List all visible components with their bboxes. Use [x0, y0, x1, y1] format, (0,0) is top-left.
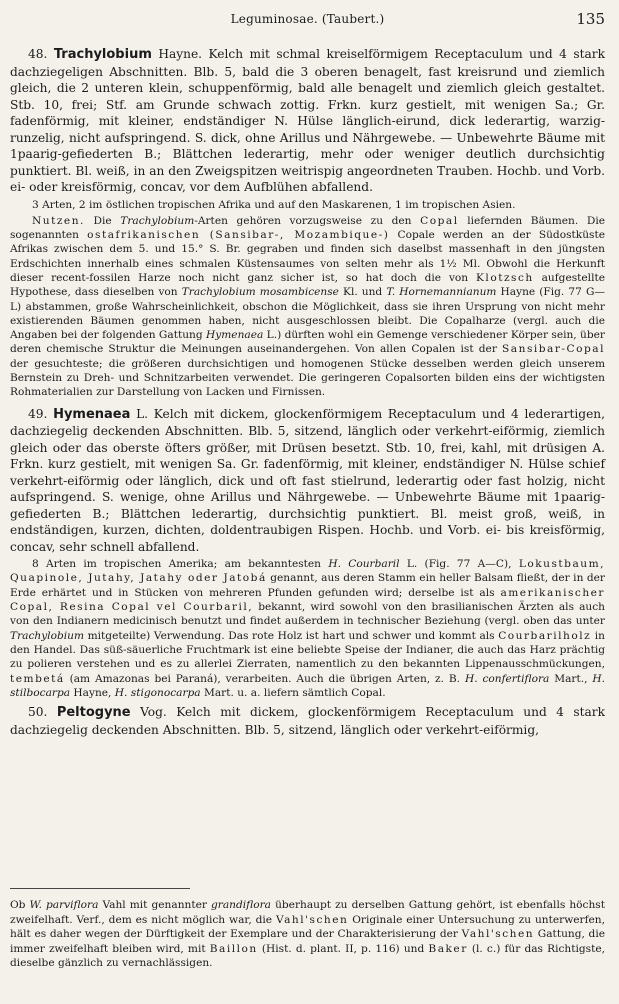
entry-description: Hayne. Kelch mit schmal kreiselförmigem Receptaculum und 4 stark dachziegeligen Abschnitten. Blb. 5, bald die 3 oberen benagelt, fast kreisrund und ziemlich gleich, die 2 unteren klein, schuppenförmig, bald alle benagelt und ziemlich gleich gestaltet. Stb. 10, frei; Stf. am Grunde schwach zottig. Frkn. kurz gestielt, mit wenigen Sa.; Gr. fadenförmig, mit kleiner, endständiger N. Hülse länglich-eirund, dick lederartig, warzig-runzelig, nicht aufspringend. S. dick, ohne Arillus und Nährgewebe. — Unbewehrte Bäume mit 1paarig-gefiederten B.; Blättchen lederartig, mehr oder weniger deutlich durchsichtig punktiert. Bl. weiß, in an den Zweigspitzen weitrispig angeordneten Trauben. Hochb. und Vorb. ei- oder kreisförmig, concav, vor dem Aufblühen abfallend.: [10, 47, 605, 194]
running-header: [10, 10, 605, 32]
nutzen-label: Nutzen.: [32, 214, 85, 227]
entry-number: 49.: [28, 406, 48, 421]
genus-entry-peltogyne: [10, 704, 605, 738]
entry-number: 48.: [28, 47, 48, 61]
nutzen-paragraph-trachylobium: Nutzen. Die Trachylobium-Arten gehören vorzugsweise zu den Copal liefernden Bäumen. Die sogenannten ostafrikanischen (Sansibar-, Mozambique-) Copale werden an der Südostküste Afrikas zwischen dem 5. und 15.° S. Br. gegraben und finden sich daselbst massenhaft in den jüngsten Erdschichten innerhalb eines schmalen Küstensaumes von selten mehr als 1½ Ml. Obwohl die Herkunft dieser recent-fossilen Harze noch nicht ganz sicher ist, so hat doch die von Klotzsch aufgestellte Hypothese, dass dieselben von Trachylobium mosambicense Kl. und T. Hornemannianum Hayne (Fig. 77 G—L) abstammen, große Wahrscheinlichkeit, obschon die Möglichkeit, dass sie ihren Ursprung von nicht mehr existierenden Bäumen genommen haben, nicht ausgeschlossen bleibt. Die Copalharze (vergl. auch die Angaben bei der folgenden Gattung Hymenaea L.) dürften wohl ein Gemenge verschiedener Körper sein, über deren chemische Struktur die Meinungen auseinandergehen. Von allen Copalen ist der Sansibar-Copal der gesuchteste; die größeren durchsichtigen und homogenen Stücke desselben werden gleich unserem Bernstein zu Dreh- und Schnitzarbeiten verwendet. Die geringeren Copalsorten bilden eins der wichtigsten Rohmaterialien zur Darstellung von Lacken und Firnissen.: [10, 214, 605, 399]
running-title: Leguminosae. (Taubert.): [230, 12, 385, 26]
genus-entry-trachylobium: [10, 46, 605, 196]
species-note-trachylobium: 3 Arten, 2 im östlichen tropischen Afrika und auf den Maskarenen, 1 im tropischen Asien.: [32, 198, 516, 211]
entry-number: 50.: [28, 705, 48, 720]
genus-name: Hymenaea: [53, 406, 131, 422]
species-note-hymenaea: 8 Arten im tropischen Amerika; am bekanntesten H. Courbaril L. (Fig. 77 A—C), Lokustbaum, Quapinole, Jutahy, Jatahy oder Jatobá genannt, aus deren Stamm ein heller Balsam fließt, der in der Erde erhärtet und in Stücken von mehreren Pfunden gefunden wird; derselbe ist als amerikanischer Copal, Resina Copal vel Courbaril, bekannt, wird sowohl von den brasilianischen Ärzten als auch von den Indianern medicinisch benutzt und findet außerdem in technischer Beziehung (vergl. oben das unter Trachylobium mitgeteilte) Verwendung. Das rote Holz ist hart und schwer und kommt als Courbarilholz in den Handel. Das süß-säuerliche Fruchtmark ist eine beliebte Speise der Indianer, die auch das Harz prächtig zu polieren verstehen und es zu allerlei Zierraten, namentlich zu den bekannten Lippenausschmückungen, tembetá (am Amazonas bei Paraná), verarbeiten. Auch die übrigen Arten, z. B. H. confertiflora Mart., H. stilbocarpa Hayne, H. stigonocarpa Mart. u. a. liefern sämtlich Copal.: [10, 558, 606, 699]
entry-description: Vog. Kelch mit dickem, glockenförmigem Receptaculum und 4 stark dachziegelig deckenden Abschnitten. Blb. 5, sitzend, länglich oder verkehrt-eiförmig,: [10, 705, 605, 737]
genus-name: Trachylobium: [53, 47, 152, 62]
footnote: Ob W. parviflora Vahl mit genannter grandiflora überhaupt zu derselben Gattung gehört, ist ebenfalls höchst zweifelhaft. Verf., dem es nicht möglich war, die Vahl'schen Originale einer Untersuchung zu unterwerfen, hält es daher wegen der Dürftigkeit der Exemplare und der Charakterisierung der Vahl'schen Gattung, die immer zweifelhaft bleiben wird, mit Baillon (Hist. d. plant. II, p. 116) und Baker (l. c.) für das Richtigste, dieselbe gänzlich zu vernachlässigen.: [10, 899, 605, 969]
page-number: 135: [576, 10, 605, 28]
genus-name: Peltogyne: [56, 705, 131, 721]
footnote-divider: [10, 888, 190, 889]
entry-description: L. Kelch mit dickem, glockenförmigem Receptaculum und 4 lederartigen, dachziegelig deckenden Abschnitten. Blb. 5, sitzend, länglich oder verkehrt-eiförmig, ziemlich gleich oder das oberste öfters größer, mit Drüsen besetzt. Stb. 10, frei, kahl, mit drüsigen A. Frkn. kurz gestielt, mit wenigen Sa. Gr. fadenförmig, mit kleiner, endständiger N. Hülse schief verkehrt-eiförmig oder länglich, dick und oft fast stielrund, lederartig oder fast holzig, nicht aufspringend. S. wenige, ohne Arillus und Nährgewebe. — Unbewehrte Bäume mit 1paarig-gefiederten B.; Blättchen lederartig, durchsichtig punktiert. Bl. meist groß, weiß, in endständigen, kurzen, dichten, doldentraubigen Rispen. Hochb. und Vorb. ei- bis kreisförmig, concav, sehr schnell abfallend.: [10, 406, 606, 554]
genus-entry-hymenaea: [10, 406, 605, 556]
